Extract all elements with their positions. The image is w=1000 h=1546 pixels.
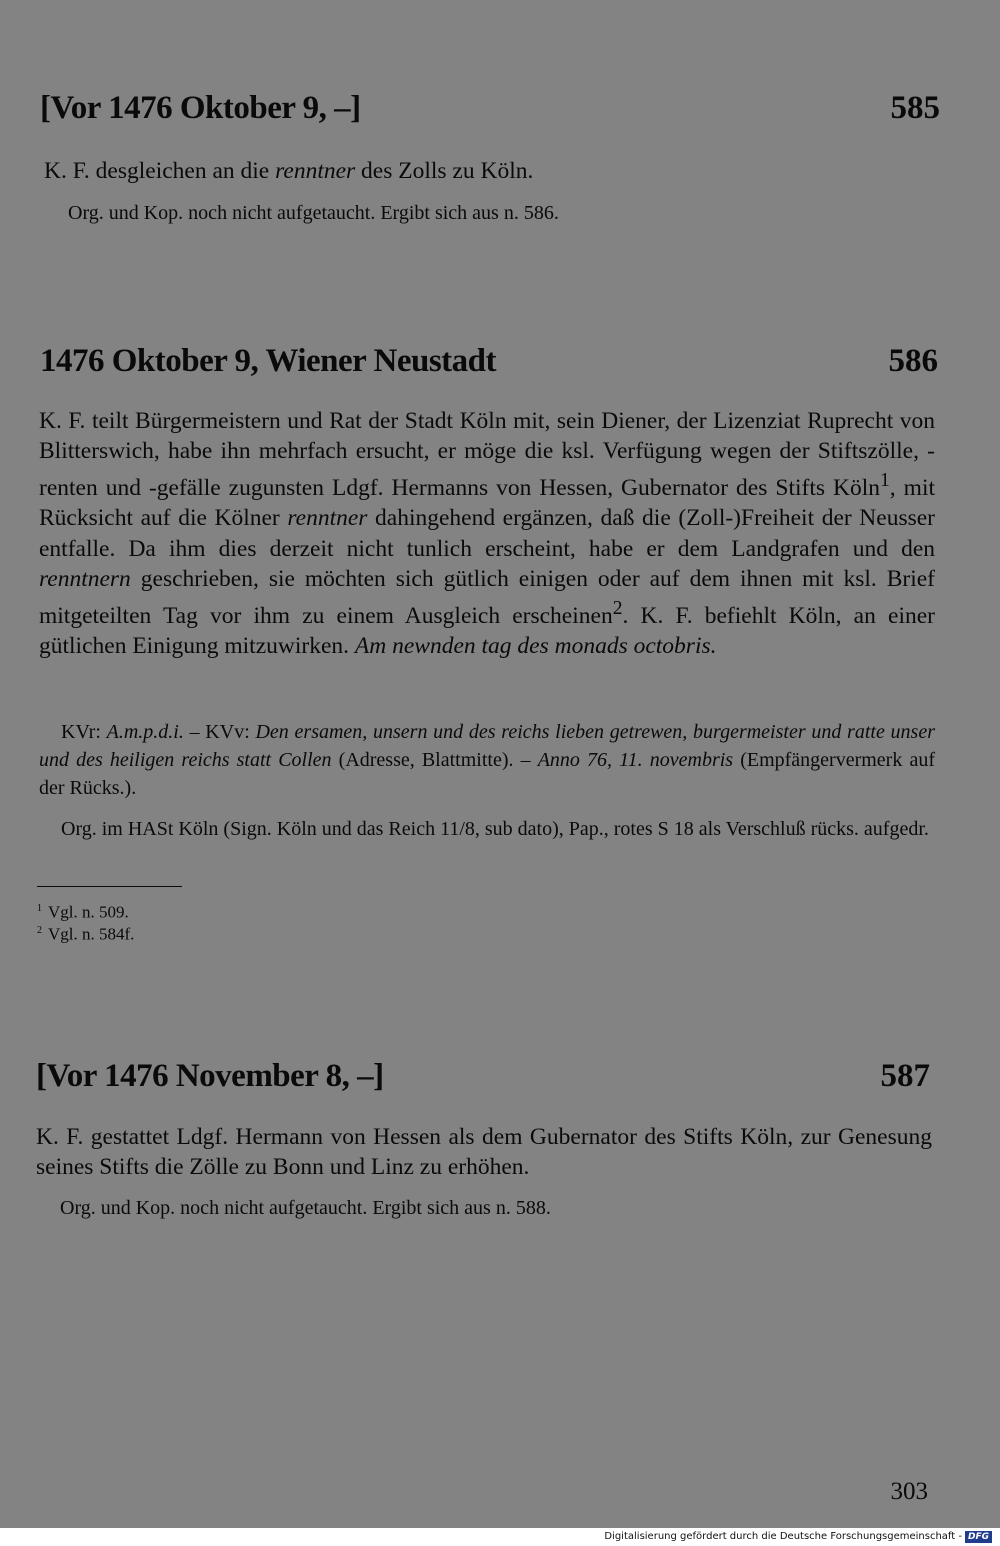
entry-text-585: K. F. desgleichen an die renntner des Zolls zu Köln. [44, 158, 534, 184]
digitization-footer [0, 1528, 1000, 1546]
entry-text-586: K. F. teilt Bürgermeistern und Rat der Stadt Köln mit, sein Diener, der Lizenziat Ruprecht von Blitterswich, habe ihn mehrfach ersucht, er möge die ksl. Verfügung wegen der Stiftszölle, -renten und -gefälle zugunsten Ldgf. Hermanns von Hessen, Gubernator des Stifts Köln$^1$, mit Rücksicht auf die Kölner renntner dahingehend ergänzen, daß die (Zoll-)Freiheit der Neusser entfalle. Da ihm dies derzeit nicht tunlich erscheint, habe er dem Landgrafen und den renntnern geschrieben, sie möchten sich gütlich einigen oder auf dem ihnen mit ksl. Brief mitgeteilten Tag vor ihm zu einem Ausgleich erscheinen$^2$. K. F. befiehlt Köln, an einer gütlichen Einigung mitzuwirken. Am newnden tag des monads octobris. [39, 408, 935, 660]
footer-credit: Digitalisierung gefördert durch die Deutsche Forschungsgemeinschaft - [604, 1531, 962, 1542]
footnote-1: $^1$ Vgl. n. 509. [37, 902, 129, 922]
entry-note-585: Org. und Kop. noch nicht aufgetaucht. Ergibt sich aus n. 586. [68, 202, 559, 224]
entry-number-586: 586 [888, 343, 938, 379]
dfg-logo-icon: DFG [965, 1531, 992, 1543]
page-number: 303 [890, 1478, 928, 1505]
footnote-divider [37, 886, 182, 887]
entry-heading-587: [Vor 1476 November 8, –] [36, 1058, 384, 1094]
footnote-2: $^2$ Vgl. n. 584f. [37, 924, 135, 944]
entry-heading-585: [Vor 1476 Oktober 9, –] [40, 90, 361, 126]
entry-note-586-seal: KVr: A.m.p.d.i. – KVv: Den ersamen, unsern und des reichs lieben getrewen, burgermeister und ratte unser und des heiligen reichs statt Collen (Adresse, Blattmitte). – Anno 76, 11. novembris (Empfängervermerk auf der Rücks.). [39, 721, 936, 799]
entry-note-586-archive: Org. im HASt Köln (Sign. Köln und das Reich 11/8, sub dato), Pap., rotes S 18 als Verschluß rücks. aufgedr. [61, 818, 929, 840]
entry-heading-586: 1476 Oktober 9, Wiener Neustadt [40, 343, 496, 379]
entry-number-585: 585 [890, 90, 940, 126]
entry-text-587: K. F. gestattet Ldgf. Hermann von Hessen als dem Gubernator des Stifts Köln, zur Genesung seines Stifts die Zölle zu Bonn und Linz zu erhöhen. [36, 1124, 932, 1181]
entry-number-587: 587 [880, 1058, 930, 1094]
entry-note-587: Org. und Kop. noch nicht aufgetaucht. Ergibt sich aus n. 588. [60, 1197, 551, 1219]
